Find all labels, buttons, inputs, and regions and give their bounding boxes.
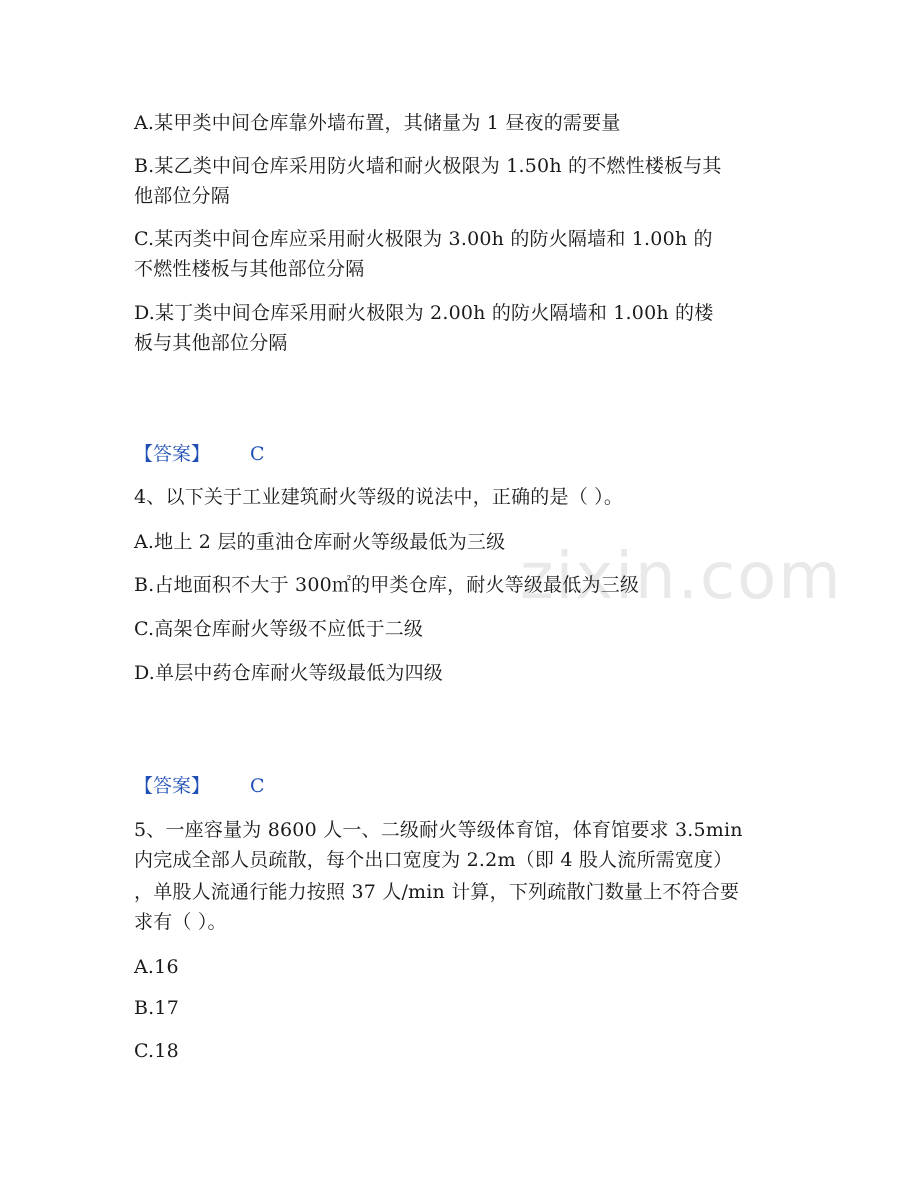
- q5-stem-line3: ，单股人流通行能力按照 37 人/min 计算，下列疏散门数量上不符合要: [134, 881, 740, 903]
- watermark: zixin.com: [520, 540, 843, 614]
- q3-option-d-line2: 板与其他部位分隔: [134, 332, 288, 354]
- q5-stem-line4: 求有（ ）。: [134, 911, 227, 933]
- q5-stem-line2: 内完成全部人员疏散，每个出口宽度为 2.2m（即 4 股人流所需宽度）: [134, 849, 733, 871]
- q4-option-a: A.地上 2 层的重油仓库耐火等级最低为三级: [134, 531, 506, 553]
- answer-value: C: [250, 775, 265, 797]
- q5-option-a: A.16: [134, 956, 179, 978]
- q3-option-a: A.某甲类中间仓库靠外墙布置，其储量为 1 昼夜的需要量: [134, 112, 621, 134]
- q3-option-c-line2: 不燃性楼板与其他部位分隔: [134, 258, 365, 280]
- q4-stem: 4、以下关于工业建筑耐火等级的说法中，正确的是（ ）。: [134, 486, 624, 508]
- q4-option-c: C.高架仓库耐火等级不应低于二级: [134, 618, 424, 640]
- answer-value: C: [250, 443, 265, 465]
- q3-option-b-line2: 他部位分隔: [134, 185, 231, 207]
- answer-label: 【答案】: [134, 443, 211, 465]
- answer-label: 【答案】: [134, 775, 211, 797]
- q5-option-b: B.17: [134, 997, 179, 1019]
- q3-option-c-line1: C.某丙类中间仓库应采用耐火极限为 3.00h 的防火隔墙和 1.00h 的: [134, 228, 713, 250]
- q5-stem-line1: 5、一座容量为 8600 人一、二级耐火等级体育馆，体育馆要求 3.5min: [134, 819, 743, 841]
- q4-answer: [134, 774, 434, 799]
- q4-option-b: B.占地面积不大于 300㎡的甲类仓库，耐火等级最低为三级: [134, 574, 640, 596]
- q5-option-c: C.18: [134, 1040, 179, 1062]
- q3-option-d-line1: D.某丁类中间仓库采用耐火极限为 2.00h 的防火隔墙和 1.00h 的楼: [134, 302, 714, 324]
- q4-option-d: D.单层中药仓库耐火等级最低为四级: [134, 662, 443, 684]
- q3-option-b-line1: B.某乙类中间仓库采用防火墙和耐火极限为 1.50h 的不燃性楼板与其: [134, 155, 722, 177]
- q3-answer: [134, 442, 434, 467]
